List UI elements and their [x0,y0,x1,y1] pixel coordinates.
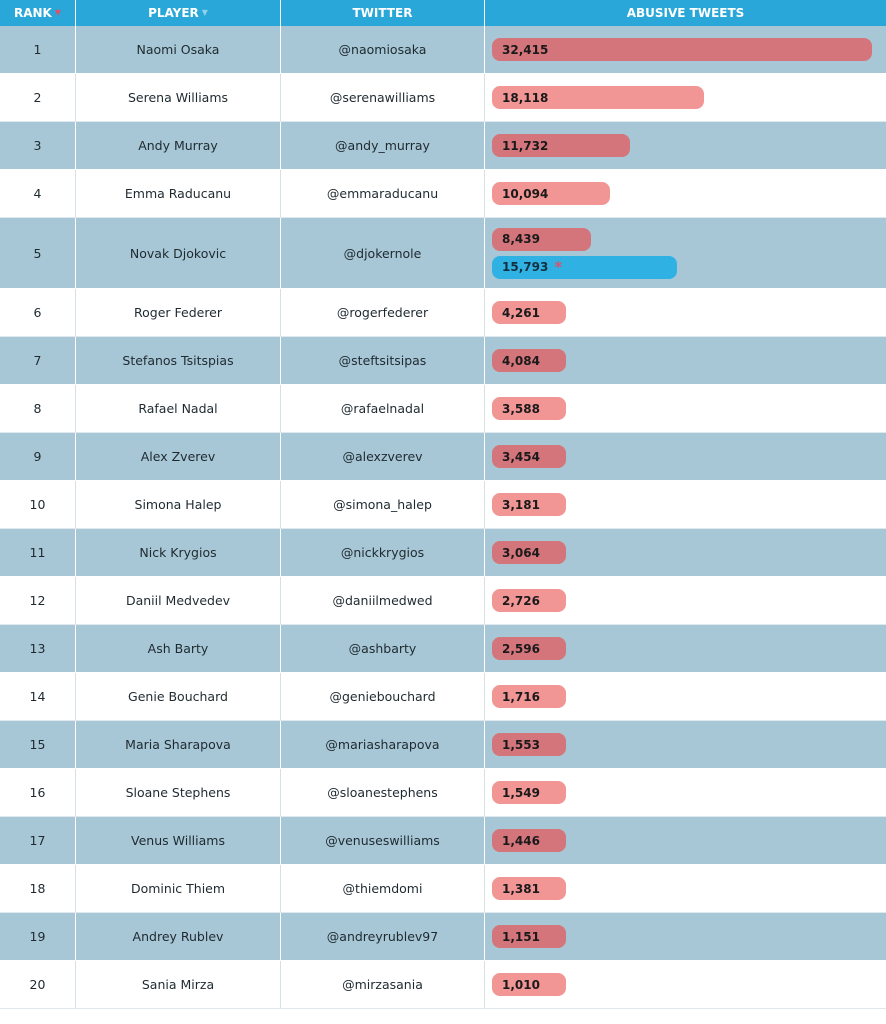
abusive-tweets-cell [485,289,886,336]
twitter-handle-cell [281,529,485,576]
abusive-tweets-bar-label: 4,261 [502,305,540,320]
player-cell [76,122,281,169]
rank-cell-text: 11 [29,545,46,560]
abusive-tweets-bar [492,733,566,756]
abusive-tweets-bar [492,493,566,516]
abusive-tweets-bar [492,781,566,804]
twitter-handle-cell [281,625,485,672]
abusive-tweets-bar-label: 3,588 [502,401,540,416]
abusive-tweets-cell [485,481,886,528]
twitter-handle-cell-text: @nickkrygios [340,545,425,560]
player-cell [76,433,281,480]
rank-cell-text: 19 [29,929,46,944]
abusive-tweets-header-label: ABUSIVE TWEETS [626,6,745,20]
table-row[interactable] [0,673,886,721]
player-cell-text: Nick Krygios [139,545,217,560]
twitter-handle-cell [281,913,485,960]
abusive-tweets-cell [485,218,886,288]
twitter-handle-cell-text: @rafaelnadal [340,401,425,416]
twitter-header-label: TWITTER [352,6,413,20]
abusive-tweets-bar-label: 4,084 [502,353,540,368]
rank-cell [0,769,76,816]
player-cell [76,625,281,672]
abusive-tweets-bar-label: 2,596 [502,641,540,656]
rank-cell-text: 1 [33,42,42,57]
table-row[interactable] [0,122,886,170]
abusive-tweets-bar [492,301,566,324]
player-cell-text: Ash Barty [147,641,209,656]
player-cell [76,721,281,768]
twitter-handle-cell-text: @sloanestephens [327,785,438,800]
player-cell-text: Daniil Medvedev [125,593,231,608]
abusive-tweets-cell [485,721,886,768]
player-cell [76,218,281,288]
twitter-handle-cell-text: @mariasharapova [325,737,440,752]
player-cell-text: Serena Williams [127,90,229,105]
player-cell-text: Andy Murray [138,138,218,153]
abusive-tweets-cell [485,673,886,720]
table-row[interactable] [0,817,886,865]
player-cell-text: Stefanos Tsitspias [122,353,234,368]
twitter-handle-cell [281,673,485,720]
abusive-tweets-bar-label: 18,118 [502,90,549,105]
table-row[interactable] [0,26,886,74]
rank-cell [0,673,76,720]
asterisk-icon: * [554,257,563,276]
rank-cell [0,170,76,217]
table-header [0,0,886,26]
player-cell [76,289,281,336]
abusive-tweets-cell [485,577,886,624]
rank-cell [0,817,76,864]
abusive-tweets-bar-label: 1,151 [502,929,540,944]
rank-cell [0,289,76,336]
player-cell [76,74,281,121]
twitter-handle-cell-text: @steftsitsipas [338,353,427,368]
rank-cell [0,913,76,960]
abusive-tweets-cell [485,913,886,960]
table-row[interactable] [0,961,886,1009]
twitter-handle-cell [281,481,485,528]
rank-cell [0,218,76,288]
player-cell-text: Naomi Osaka [136,42,220,57]
player-cell-text: Rafael Nadal [138,401,218,416]
abusive-tweets-cell [485,74,886,121]
table-row[interactable] [0,577,886,625]
rank-cell [0,481,76,528]
twitter-handle-cell-text: @thiemdomi [342,881,423,896]
player-cell [76,170,281,217]
abusive-tweets-bar-label: 1,010 [502,977,540,992]
abusive-tweets-bar [492,637,566,660]
twitter-handle-cell-text: @emmaraducanu [326,186,439,201]
twitter-handle-cell [281,769,485,816]
abusive-tweets-bar [492,228,591,251]
rank-cell [0,385,76,432]
rank-cell [0,865,76,912]
abusive-tweets-bar [492,182,610,205]
abusive-tweets-bar-label: 1,381 [502,881,540,896]
abusive-tweets-bar-secondary [492,256,677,279]
twitter-handle-cell [281,433,485,480]
twitter-handle-cell [281,170,485,217]
rank-header-label: RANK [13,6,52,20]
abusive-tweets-cell [485,170,886,217]
rank-cell-text: 6 [33,305,42,320]
table-row[interactable] [0,481,886,529]
abusive-tweets-cell [485,529,886,576]
rank-cell-text: 20 [29,977,46,992]
player-cell [76,481,281,528]
table-row[interactable] [0,625,886,673]
abusive-tweets-cell [485,817,886,864]
rank-cell-text: 18 [29,881,46,896]
player-cell-text: Venus Williams [131,833,225,848]
table-row[interactable] [0,721,886,769]
abusive-tweets-bar-label: 3,064 [502,545,540,560]
player-cell [76,529,281,576]
sort-down-icon: ▼ [54,8,62,17]
table-row[interactable] [0,337,886,385]
player-cell-text: Genie Bouchard [128,689,228,704]
abusive-tweets-cell [485,337,886,384]
abusive-tweets-bar [492,685,566,708]
abusive-tweets-bar-label: 1,553 [502,737,540,752]
rank-cell [0,337,76,384]
twitter-handle-cell-text: @serenawilliams [329,90,436,105]
twitter-handle-cell [281,337,485,384]
twitter-handle-cell [281,721,485,768]
twitter-handle-cell [281,961,485,1008]
player-cell-text: Simona Halep [134,497,222,512]
rank-cell-text: 10 [29,497,46,512]
table-body [0,26,886,1009]
player-cell [76,913,281,960]
player-column-header[interactable] [76,0,281,26]
abusive-tweets-bar [492,589,566,612]
table-row[interactable] [0,865,886,913]
rank-cell [0,74,76,121]
table-row[interactable] [0,170,886,218]
abusive-tweets-bar-label: 3,454 [502,449,540,464]
rank-column-header[interactable] [0,0,76,26]
twitter-handle-cell [281,122,485,169]
rank-cell-text: 5 [33,245,42,261]
rank-cell [0,961,76,1008]
abusive-tweets-bar [492,973,566,996]
abusive-tweets-bar [492,38,872,61]
table-row[interactable] [0,218,886,289]
twitter-handle-cell [281,26,485,73]
abusive-tweets-cell [485,769,886,816]
rank-cell-text: 2 [33,90,42,105]
rank-cell-text: 17 [29,833,46,848]
rank-cell-text: 4 [33,186,42,201]
rank-cell [0,26,76,73]
rank-cell [0,625,76,672]
rank-cell [0,577,76,624]
abusive-tweets-bar-label: 1,716 [502,689,540,704]
table-row[interactable] [0,913,886,961]
rank-cell-text: 7 [33,353,42,368]
player-cell [76,337,281,384]
rank-cell-text: 14 [29,689,46,704]
rank-cell [0,529,76,576]
player-cell [76,385,281,432]
twitter-handle-cell-text: @alexzverev [342,449,423,464]
rank-cell [0,122,76,169]
player-cell-text: Andrey Rublev [132,929,224,944]
abusive-tweets-bar [492,829,566,852]
twitter-handle-cell-text: @mirzasania [342,977,423,992]
twitter-handle-cell-text: @djokernole [343,245,422,261]
abusive-tweets-bar [492,925,566,948]
abusive-tweets-cell [485,385,886,432]
twitter-handle-cell [281,74,485,121]
sort-icon: ▼ [201,8,208,17]
player-cell-text: Novak Djokovic [129,245,227,261]
player-cell-text: Emma Raducanu [124,186,232,201]
player-cell [76,961,281,1008]
twitter-handle-cell-text: @venuseswilliams [325,833,440,848]
player-header-label: PLAYER [148,6,199,20]
table-row[interactable] [0,433,886,481]
abusive-tweets-bar-secondary-label: 15,793 [502,260,549,274]
twitter-handle-cell-text: @geniebouchard [329,689,436,704]
table-row[interactable] [0,289,886,337]
abusive-tweets-bar-label: 1,446 [502,833,540,848]
twitter-handle-cell-text: @ashbarty [348,641,417,656]
abusive-tweets-cell [485,865,886,912]
twitter-handle-cell-text: @naomiosaka [338,42,427,57]
abusive-tweets-cell [485,122,886,169]
abusive-tweets-bar-label: 1,549 [502,785,540,800]
rank-cell [0,721,76,768]
twitter-handle-cell-text: @andreyrublev97 [326,929,439,944]
twitter-handle-cell-text: @rogerfederer [336,305,429,320]
abusive-tweets-bar-label: 3,181 [502,497,540,512]
twitter-handle-cell [281,817,485,864]
player-cell [76,673,281,720]
twitter-handle-cell [281,218,485,288]
abusive-tweets-bar [492,134,630,157]
twitter-column-header [281,0,485,26]
rank-cell-text: 13 [29,641,46,656]
rank-cell-text: 8 [33,401,42,416]
abusive-tweets-column-header [485,0,886,26]
twitter-handle-cell [281,385,485,432]
abusive-tweets-bar-label: 10,094 [502,186,549,201]
rank-cell-text: 3 [33,138,42,153]
rank-cell-text: 12 [29,593,46,608]
abusive-tweets-bar-label: 32,415 [502,42,549,57]
abusive-tweets-bar [492,877,566,900]
abusive-tweets-cell [485,26,886,73]
twitter-handle-cell-text: @daniilmedwed [332,593,433,608]
twitter-handle-cell [281,865,485,912]
player-cell [76,817,281,864]
abusive-tweets-bar [492,445,566,468]
table-row[interactable] [0,385,886,433]
player-cell-text: Alex Zverev [140,449,216,464]
player-cell-text: Dominic Thiem [130,881,226,896]
abusive-tweets-bar [492,86,704,109]
player-cell [76,26,281,73]
abusive-tweets-cell [485,433,886,480]
twitter-handle-cell [281,577,485,624]
table-row[interactable] [0,74,886,122]
abusive-tweets-bar [492,397,566,420]
player-cell [76,769,281,816]
twitter-handle-cell [281,289,485,336]
rank-cell-text: 9 [33,449,42,464]
abusive-tweets-bar-label: 11,732 [502,138,549,153]
player-cell-text: Sloane Stephens [125,785,231,800]
table-row[interactable] [0,529,886,577]
abusive-tweets-bar-label: 8,439 [502,232,540,246]
abusive-tweets-bar-label: 2,726 [502,593,540,608]
rank-cell [0,433,76,480]
abusive-tweets-bar [492,349,566,372]
abusive-tweets-bar [492,541,566,564]
rank-cell-text: 16 [29,785,46,800]
player-cell-text: Maria Sharapova [125,737,231,752]
player-cell-text: Sania Mirza [141,977,215,992]
table-row[interactable] [0,769,886,817]
player-cell [76,577,281,624]
twitter-handle-cell-text: @andy_murray [335,138,430,153]
player-cell [76,865,281,912]
player-cell-text: Roger Federer [133,305,223,320]
rank-cell-text: 15 [29,737,46,752]
abusive-tweets-cell [485,625,886,672]
abusive-tweets-cell [485,961,886,1008]
twitter-handle-cell-text: @simona_halep [333,497,432,512]
